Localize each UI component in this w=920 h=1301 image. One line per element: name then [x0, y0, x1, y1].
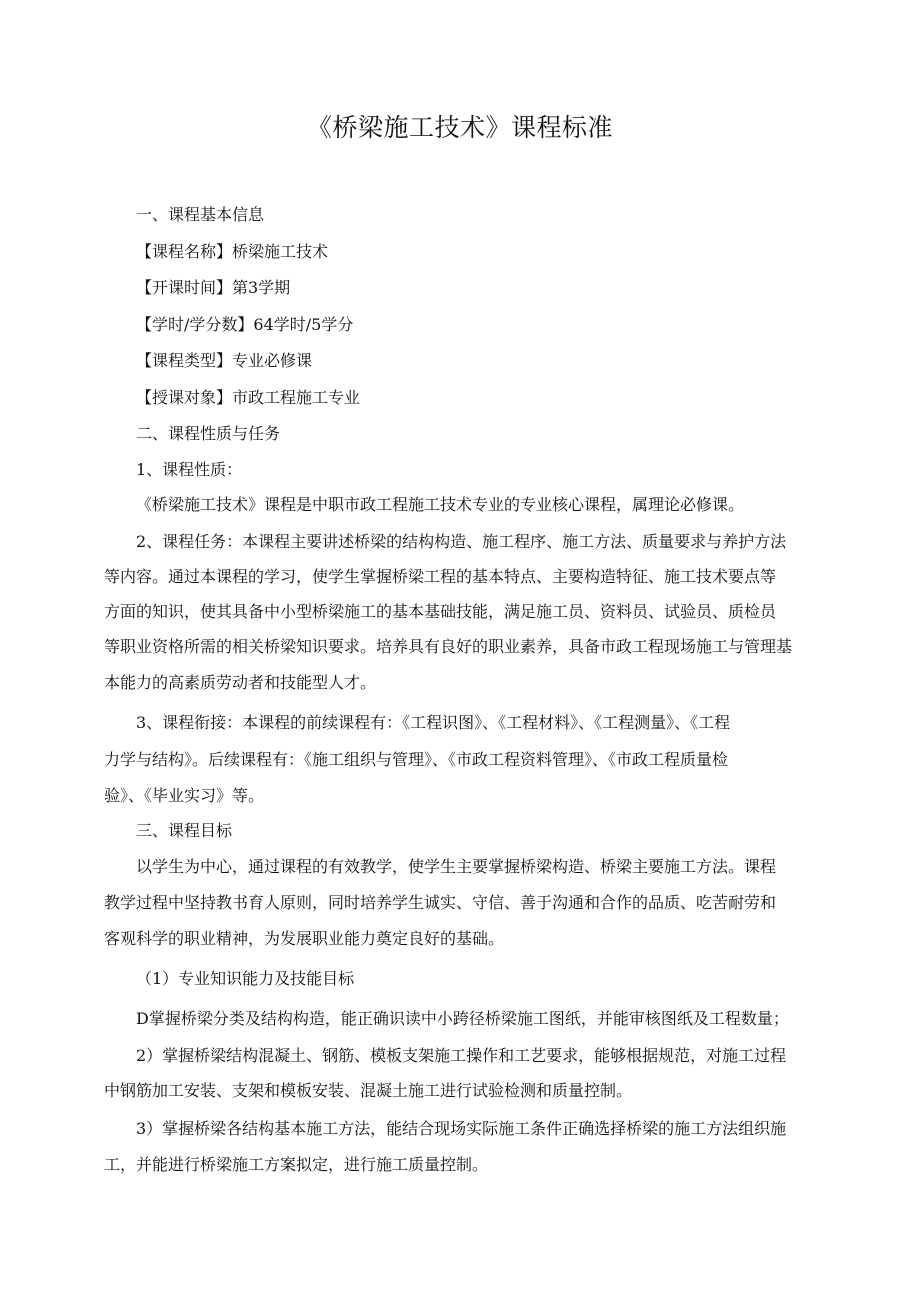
paragraph-goals-line: 教学过程中坚持教书育人原则，同时培养学生诚实、守信、善于沟通和合作的品质、吃苦耐劳和 — [104, 893, 777, 912]
subheading-course-nature: 1、课程性质： — [136, 460, 243, 479]
paragraph-course-links-line: 3、课程衔接：本课程的前续课程有：《工程识图》、《工程材料》、《工程测量》、《工程 — [136, 713, 731, 732]
paragraph-course-tasks-line: 方面的知识，使其具备中小型桥梁施工的基本基础技能，满足施工员、资料员、试验员、质检员 — [104, 602, 777, 621]
paragraph-course-links-line: 验》、《毕业实习》等。 — [104, 786, 265, 805]
info-hours-credits: 【学时/学分数】64学时/5学分 — [136, 315, 354, 334]
paragraph-course-tasks-line: 等内容。通过本课程的学习，使学生掌握桥梁工程的基本特点、主要构造特征、施工技术要点等 — [104, 567, 777, 586]
section-heading-nature-tasks: 二、课程性质与任务 — [136, 424, 281, 443]
info-start-time: 【开课时间】第3学期 — [136, 278, 291, 297]
info-target-audience: 【授课对象】市政工程施工专业 — [136, 388, 361, 407]
section-heading-basic-info: 一、课程基本信息 — [136, 205, 265, 224]
goal-item-2-line: 2）掌握桥梁结构混凝土、钢筋、模板支架施工操作和工艺要求，能够根据规范，对施工过程 — [136, 1046, 787, 1065]
section-heading-course-goals: 三、课程目标 — [136, 821, 233, 840]
paragraph-course-links-line: 力学与结构》。后续课程有：《施工组织与管理》、《市政工程资料管理》、《市政工程质量检 — [104, 750, 729, 769]
goal-item-3-line: 3）掌握桥梁各结构基本施工方法，能结合现场实际施工条件正确选择桥梁的施工方法组织施 — [136, 1119, 787, 1138]
goal-item-2-line: 中钢筋加工安装、支架和模板安装、混凝土施工进行试验检测和质量控制。 — [104, 1081, 633, 1100]
paragraph-course-tasks-line: 2、课程任务：本课程主要讲述桥梁的结构构造、施工程序、施工方法、质量要求与养护方法 — [136, 532, 787, 551]
subheading-skill-goals: （1）专业知识能力及技能目标 — [136, 969, 355, 988]
goal-item-1: D掌握桥梁分类及结构构造，能正确识读中小跨径桥梁施工图纸，并能审核图纸及工程数量； — [136, 1009, 789, 1028]
goal-item-3-line: 工，并能进行桥梁施工方案拟定，进行施工质量控制。 — [104, 1155, 489, 1174]
paragraph-course-tasks-line: 本能力的高素质劳动者和技能型人才。 — [104, 673, 377, 692]
paragraph-goals-line: 以学生为中心，通过课程的有效教学，使学生主要掌握桥梁构造、桥梁主要施工方法。课程 — [136, 857, 777, 876]
info-course-type: 【课程类型】专业必修课 — [136, 351, 313, 370]
paragraph-course-tasks-line: 等职业资格所需的相关桥梁知识要求。培养具有良好的职业素养，具备市政工程现场施工与管理基 — [104, 637, 793, 656]
paragraph-course-nature: 《桥梁施工技术》课程是中职市政工程施工技术专业的专业核心课程，属理论必修课。 — [136, 495, 745, 514]
document-title: 《桥梁施工技术》课程标准 — [306, 113, 613, 142]
paragraph-goals-line: 客观科学的职业精神，为发展职业能力奠定良好的基础。 — [104, 929, 505, 948]
info-course-name: 【课程名称】桥梁施工技术 — [136, 242, 329, 261]
